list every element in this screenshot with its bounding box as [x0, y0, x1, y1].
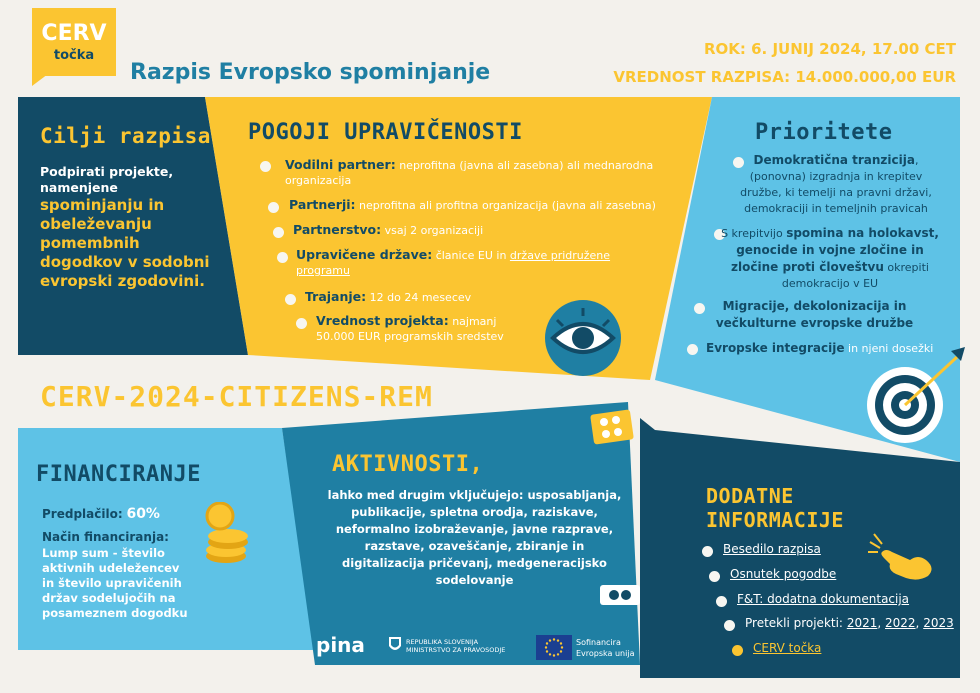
page-title: Razpis Evropsko spominjanje	[130, 60, 491, 85]
cilji-intro: Podpirati projekte, namenjene	[40, 164, 174, 195]
pretekli-label: Pretekli projekti:	[745, 616, 843, 630]
pogoji-item-countries	[296, 247, 646, 278]
predplacilo-value: 60%	[126, 506, 160, 522]
bullet	[732, 645, 743, 656]
osnutek-pogodbe-link[interactable]: Osnutek pogodbe	[730, 567, 837, 581]
gov-line2: MINISTRSTVO ZA PRAVOSODJE	[406, 646, 506, 654]
bullet	[285, 294, 296, 305]
bullet	[716, 596, 727, 607]
dodatne-heading-line2: INFORMACIJE	[706, 508, 844, 532]
pogoji-heading: POGOJI UPRAVIČENOSTI	[248, 120, 523, 145]
predplacilo	[42, 506, 160, 522]
pogoji-label: Partnerstvo:	[293, 222, 382, 237]
pogoji-item-lead	[285, 157, 680, 188]
prioritete-item: Demokratična tranzicija, (ponovna) izgradnja in krepitev družbe, ki temelji na pravni državi, demokraciji in temeljnih pravicah	[740, 153, 932, 215]
eu-label	[576, 637, 634, 659]
coins-icon	[198, 502, 258, 566]
pogoji-label: Partnerji:	[289, 197, 356, 212]
associated-countries-link[interactable]: države pridružene programu	[296, 249, 611, 277]
aktivnosti-heading: AKTIVNOSTI,	[332, 452, 484, 477]
pogoji-item-partners	[289, 197, 689, 213]
dodatne-heading-line1: DODATNE	[706, 484, 794, 508]
pogoji-text: 12 do 24 mesecev	[369, 291, 472, 304]
bullet	[296, 318, 307, 329]
eu-line1: Sofinancira	[576, 638, 621, 647]
predplacilo-label: Predplačilo:	[42, 507, 123, 521]
prioritete-item: Migracije, dekolonizacija in večkulturne evropske družbe	[715, 299, 914, 330]
eu-flag-icon	[536, 635, 572, 660]
pogoji-label: Vodilni partner:	[285, 157, 396, 172]
gov-line1: REPUBLIKA SLOVENIJA	[406, 638, 479, 646]
pogoji-text: najmanj 50.000 EUR programskih sredstev	[316, 315, 504, 343]
bullet	[694, 303, 705, 314]
pretekli-2023-link[interactable]: 2023	[923, 616, 954, 630]
cilji-highlight: spominjanju in obeleževanju pomembnih dogodkov v sodobni evropski zgodovini.	[40, 196, 210, 290]
pogoji-item-value	[316, 313, 531, 344]
pogoji-label: Trajanje:	[305, 289, 367, 304]
pretekli-2021-link[interactable]: 2021	[846, 616, 878, 630]
eu-line2: Evropska unija	[576, 649, 635, 658]
cerv-tocka-link[interactable]: CERV točka	[753, 641, 822, 655]
bullet	[268, 202, 279, 213]
aktivnosti-text: lahko med drugim vključujejo: usposabljanja, publikacije, spletna orodja, raziskave, neformalno izobraževanje, javne razprave, razstave, ozaveščanje, zbiranje in digitalizacija pričevanj, medgeneracijsko sodelovanje	[327, 488, 622, 587]
pogoji-text: neprofitna ali profitna organizacija (javna ali zasebna)	[359, 199, 656, 212]
money-bill-icon	[590, 408, 636, 448]
besedilo-razpisa-link[interactable]: Besedilo razpisa	[723, 542, 821, 556]
dodatne-heading	[706, 484, 844, 532]
gov-label	[406, 638, 505, 654]
prioritete-heading: Prioritete	[755, 120, 893, 145]
eye-icon	[543, 298, 623, 378]
logo-line2: točka	[53, 48, 95, 63]
pretekli-projekti: Pretekli projekti: 2021, 2022, 2023	[745, 616, 954, 630]
pogoji-text: članice EU in	[435, 249, 507, 262]
prioritete-item: S krepitvijo spomina na holokavst, genocide in vojne zločine in zločine proti človeštvu okrepiti demokracijo v EU	[721, 226, 939, 290]
nacin-label: Način financiranja:	[42, 530, 169, 544]
bullet	[277, 252, 288, 263]
pogoji-label: Upravičene države:	[296, 247, 433, 262]
bullet	[687, 344, 698, 355]
pogoji-text: neprofitna (javna ali zasebna) ali mednarodna organizacija	[285, 159, 654, 187]
cilji-heading: Cilji razpisa	[40, 124, 211, 148]
pogoji-text: vsaj 2 organizaciji	[384, 224, 484, 237]
bullet	[702, 546, 713, 557]
call-id: CERV-2024-CITIZENS-REM	[40, 380, 433, 413]
bullet	[260, 161, 271, 172]
prioritete-item: Evropske integracije in njeni dosežki	[706, 341, 934, 355]
pina-logo: pina	[316, 633, 365, 657]
pogoji-item-partnership	[293, 222, 673, 238]
call-value: VREDNOST RAZPISA: 14.000.000,00 EUR	[613, 68, 956, 86]
target-icon	[855, 345, 967, 445]
logo-line1: CERV	[41, 21, 107, 46]
ft-dokumentacija-link[interactable]: F&T: dodatna dokumentacija	[737, 592, 910, 606]
pointing-hand-icon	[866, 532, 940, 582]
financiranje-heading: FINANCIRANJE	[36, 462, 201, 487]
pretekli-2022-link[interactable]: 2022	[885, 616, 916, 630]
deadline: ROK: 6. JUNIJ 2024, 17.00 CET	[703, 40, 956, 58]
slovenia-coat-of-arms-icon	[388, 636, 402, 654]
bullet	[273, 227, 284, 238]
pogoji-label: Vrednost projekta:	[316, 313, 449, 328]
bullet	[709, 571, 720, 582]
bullet	[724, 620, 735, 631]
nacin-text: Lump sum - število aktivnih udeležencev in število upravičenih držav sodelujočih na posameznem dogodku	[42, 546, 188, 620]
